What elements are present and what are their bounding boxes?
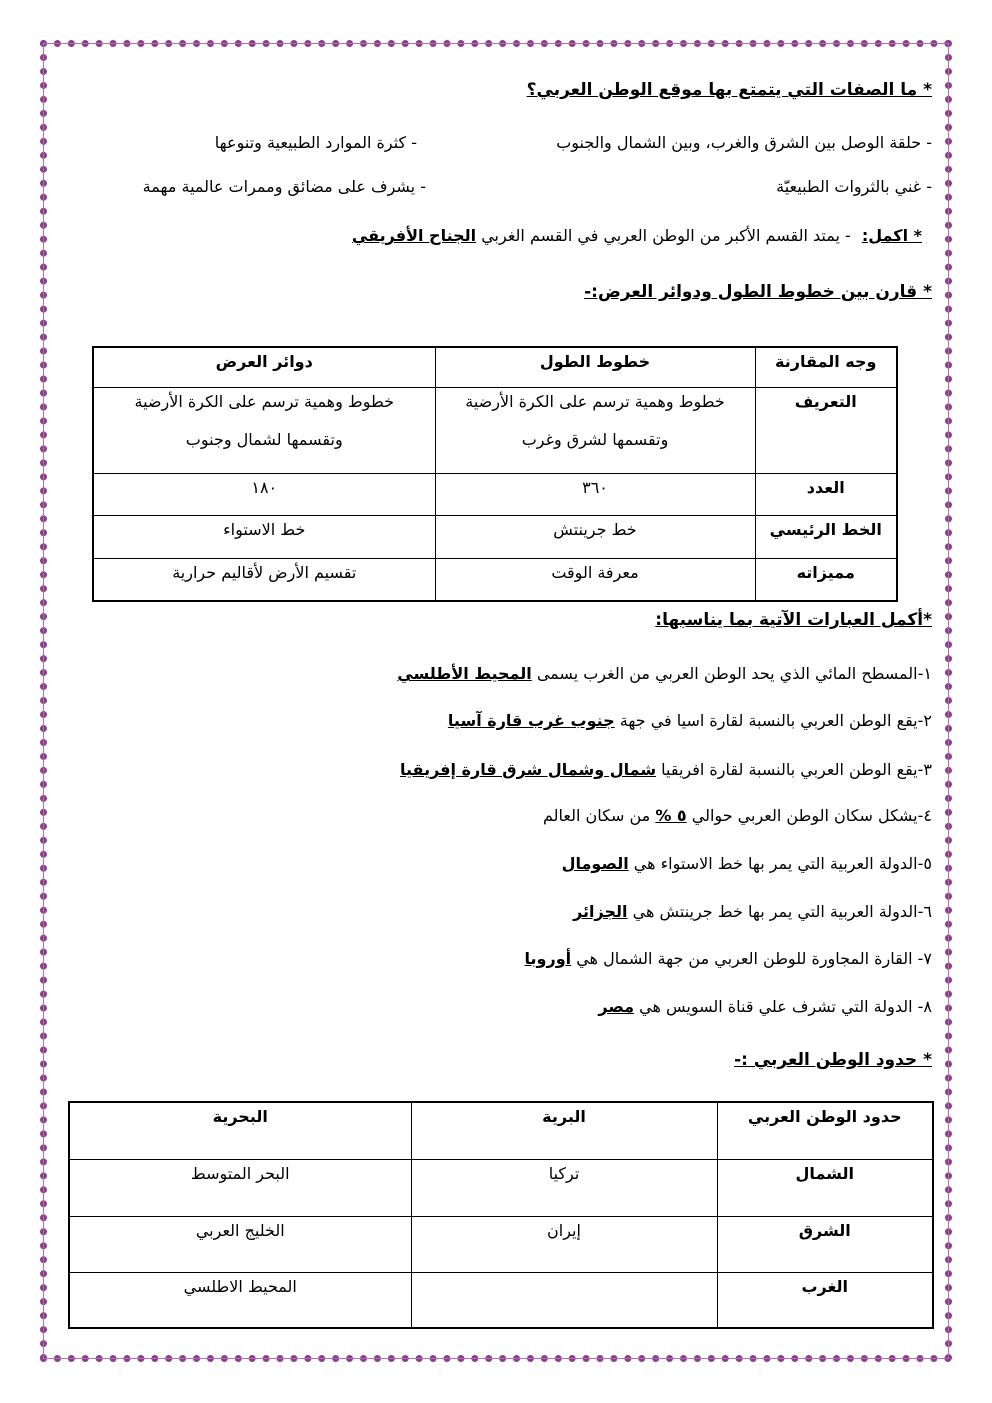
trait-item: - كثرة الموارد الطبيعية وتنوعها xyxy=(214,133,417,152)
table-cell: معرفة الوقت xyxy=(435,558,755,601)
borders-table xyxy=(68,1101,934,1329)
table-cell: الخط الرئيسي xyxy=(755,515,897,558)
table-cell: العدد xyxy=(755,473,897,515)
table-cell: الخليج العربي xyxy=(69,1216,411,1272)
table-cell: تقسيم الأرض لأقاليم حرارية xyxy=(93,558,435,601)
table-row xyxy=(93,558,897,601)
section3-title: *أكمل العبارات الآتية بما يناسبها: xyxy=(655,610,932,630)
table-row xyxy=(93,473,897,515)
trait-item: - حلقة الوصل بين الشرق والغرب، وبين الشمال والجنوب xyxy=(556,133,932,152)
fill-item: ٧- القارة المجاورة للوطن العربي من جهة الشمال هي أوروبا xyxy=(524,949,932,968)
table-header-row xyxy=(69,1102,933,1159)
table-cell: ١٨٠ xyxy=(93,473,435,515)
comparison-table xyxy=(92,346,898,602)
table-header: البحرية xyxy=(69,1102,411,1159)
table-cell: البحر المتوسط xyxy=(69,1159,411,1216)
table-cell xyxy=(411,1272,717,1328)
complete-line xyxy=(352,226,922,245)
complete-text: - يمتد القسم الأكبر من الوطن العربي في القسم الغربي xyxy=(481,226,851,245)
fill-item: ٢-يقع الوطن العربي بالنسبة لقارة اسيا في جهة جنوب غرب قارة آسيا xyxy=(447,711,932,730)
table-cell: مميزاته xyxy=(755,558,897,601)
table-cell: ٣٦٠ xyxy=(435,473,755,515)
fill-item: ١-المسطح المائي الذي يحد الوطن العربي من الغرب يسمى المحيط الأطلسي xyxy=(397,664,932,683)
table-cell: خطوط وهمية ترسم على الكرة الأرضية وتقسمها لشرق وغرب xyxy=(435,387,755,473)
table-row xyxy=(93,387,897,473)
table-cell: خط جرينتش xyxy=(435,515,755,558)
complete-label: * اكمل: xyxy=(861,226,922,245)
table-cell: الشرق xyxy=(717,1216,933,1272)
fill-item: ٥-الدولة العربية التي يمر بها خط الاستواء هي الصومال xyxy=(561,854,932,873)
table-header-row xyxy=(93,347,897,387)
fill-item: ٣-يقع الوطن العربي بالنسبة لقارة افريقيا شمال وشمال شرق قارة إفريقيا xyxy=(400,760,932,779)
section4-title: * حدود الوطن العربي :- xyxy=(734,1050,932,1070)
table-cell: التعريف xyxy=(755,387,897,473)
table-header: دوائر العرض xyxy=(93,347,435,387)
table-header: البرية xyxy=(411,1102,717,1159)
table-cell: تركيا xyxy=(411,1159,717,1216)
table-header: وجه المقارنة xyxy=(755,347,897,387)
table-header: حدود الوطن العربي xyxy=(717,1102,933,1159)
trait-item: - يشرف على مضائق وممرات عالمية مهمة xyxy=(142,177,426,196)
fill-item: ٦-الدولة العربية التي يمر بها خط جرينتش هي الجزائر xyxy=(573,902,932,921)
table-row xyxy=(69,1216,933,1272)
fill-item: ٨- الدولة التي تشرف علي قناة السويس هي مصر xyxy=(598,997,932,1016)
section2-title: * قارن بين خطوط الطول ودوائر العرض:- xyxy=(584,282,932,302)
table-row xyxy=(69,1272,933,1328)
fill-item: ٤-يشكل سكان الوطن العربي حوالي ٥ % من سكان العالم xyxy=(542,806,932,825)
section1-title: * ما الصفات التي يتمتع بها موقع الوطن العربي؟ xyxy=(526,80,932,100)
table-cell: خط الاستواء xyxy=(93,515,435,558)
table-cell: المحيط الاطلسي xyxy=(69,1272,411,1328)
trait-item: - غني بالثروات الطبيعيّة xyxy=(776,177,932,196)
table-cell: الشمال xyxy=(717,1159,933,1216)
table-cell: خطوط وهمية ترسم على الكرة الأرضية وتقسمها لشمال وجنوب xyxy=(93,387,435,473)
complete-answer: الجناح الأفريقي xyxy=(351,226,477,245)
table-cell: إيران xyxy=(411,1216,717,1272)
table-row xyxy=(93,515,897,558)
table-cell: الغرب xyxy=(717,1272,933,1328)
table-header: خطوط الطول xyxy=(435,347,755,387)
table-row xyxy=(69,1159,933,1216)
